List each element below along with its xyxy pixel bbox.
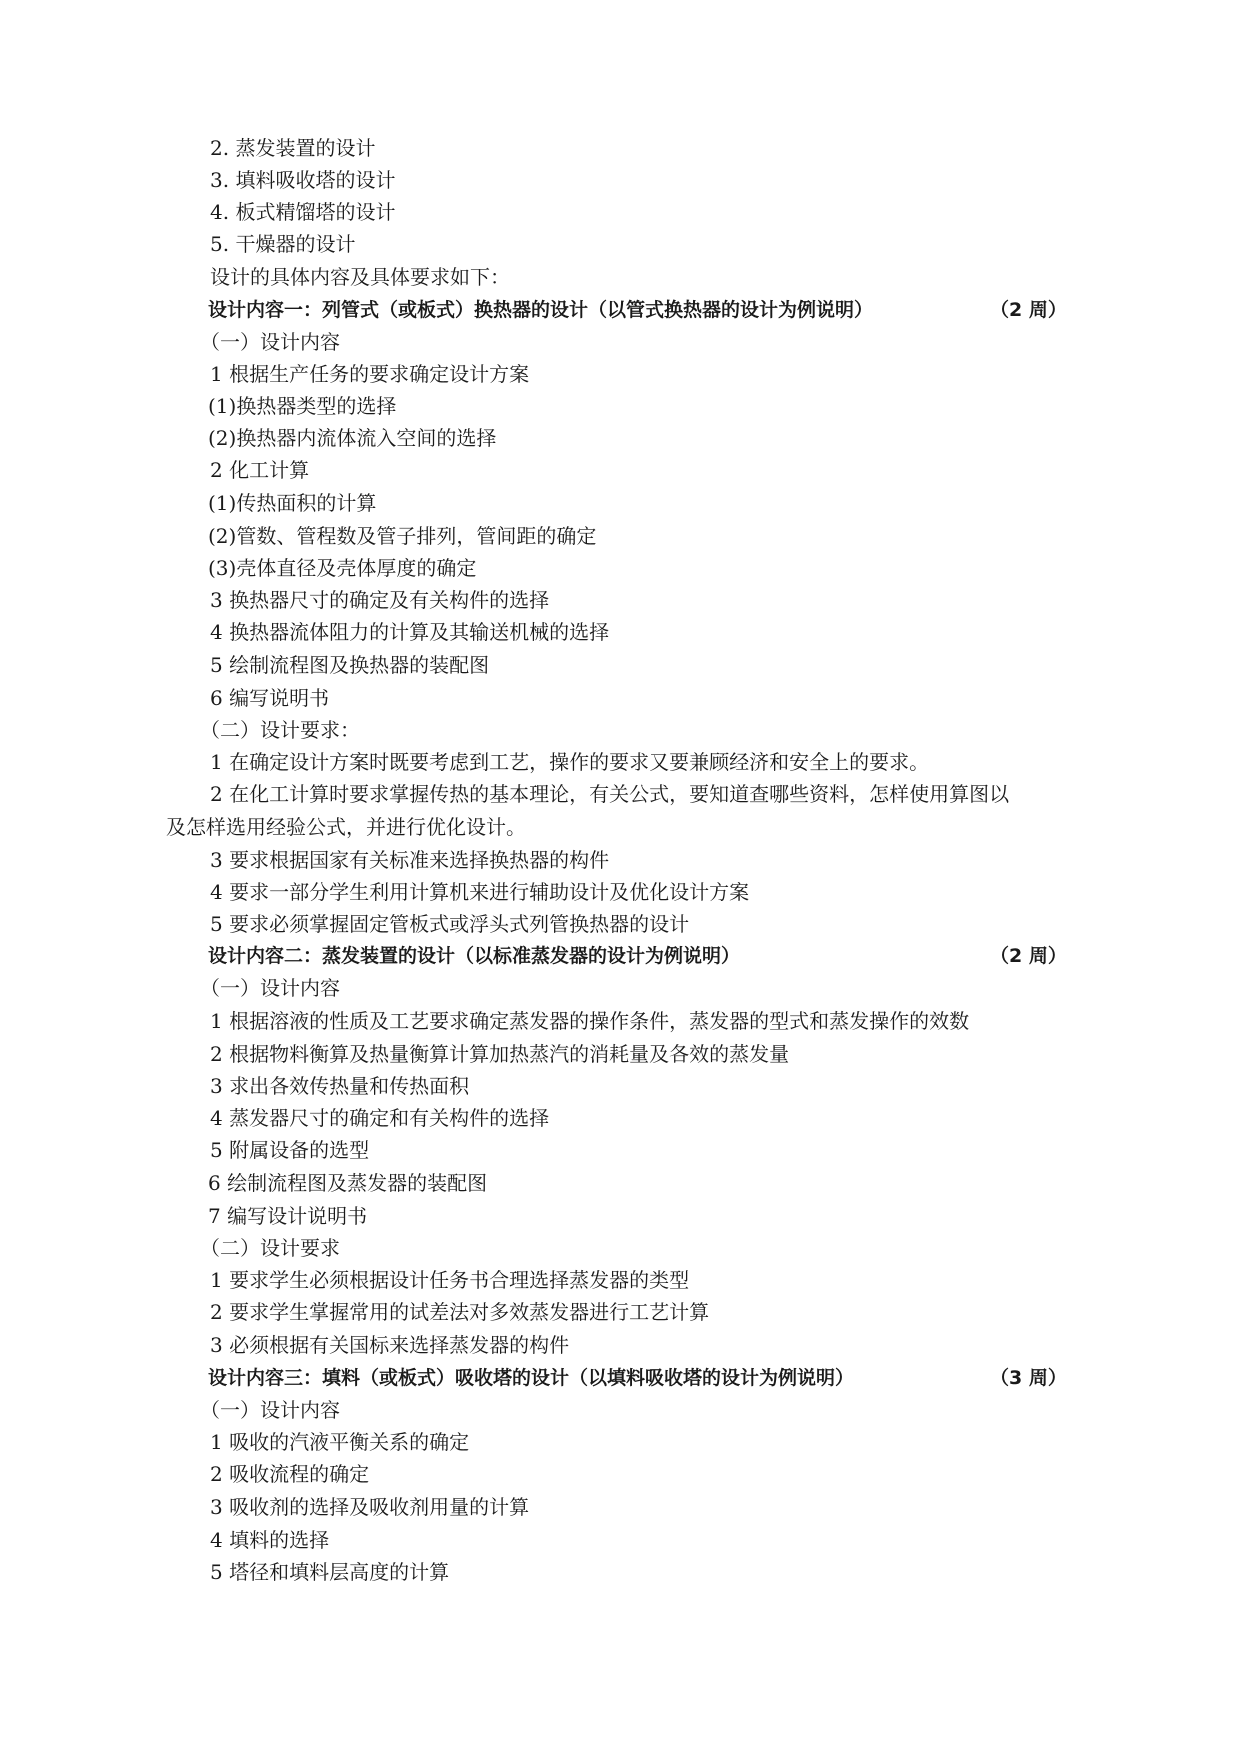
section-duration-1: （2 周） — [990, 299, 1067, 321]
section-heading-3: 设计内容三：填料（或板式）吸收塔的设计（以填料吸收塔的设计为例说明） — [208, 1367, 855, 1389]
paragraph: 设计的具体内容及具体要求如下： — [210, 265, 510, 289]
list-item: 1 根据生产任务的要求确定设计方案 — [210, 362, 530, 386]
list-item: 2 根据物料衡算及热量衡算计算加热蒸汽的消耗量及各效的蒸发量 — [210, 1042, 790, 1066]
list-item: 6 绘制流程图及蒸发器的装配图 — [208, 1171, 488, 1195]
list-item: 1 要求学生必须根据设计任务书合理选择蒸发器的类型 — [210, 1268, 690, 1292]
list-item: 1 在确定设计方案时既要考虑到工艺，操作的要求又要兼顾经济和安全上的要求。 — [210, 750, 930, 774]
list-item: (2)管数、管程数及管子排列，管间距的确定 — [208, 524, 597, 548]
list-item: 5 附属设备的选型 — [210, 1138, 370, 1162]
subheading: （二）设计要求 — [200, 1236, 340, 1260]
list-item: 2 在化工计算时要求掌握传热的基本理论，有关公式，要知道查哪些资料，怎样使用算图以 — [210, 782, 1010, 806]
list-item: 4 蒸发器尺寸的确定和有关构件的选择 — [210, 1106, 550, 1130]
section-duration-2: （2 周） — [990, 945, 1067, 967]
subheading: （二）设计要求： — [200, 718, 360, 742]
list-item: (3)壳体直径及壳体厚度的确定 — [208, 556, 477, 580]
list-item: 6 编写说明书 — [210, 686, 330, 710]
list-item: 3. 填料吸收塔的设计 — [210, 168, 396, 192]
list-item: 5. 干燥器的设计 — [210, 232, 356, 256]
list-item: 2 吸收流程的确定 — [210, 1462, 370, 1486]
list-item: 3 求出各效传热量和传热面积 — [210, 1074, 470, 1098]
subheading: （一）设计内容 — [200, 976, 340, 1000]
list-item: 3 吸收剂的选择及吸收剂用量的计算 — [210, 1495, 530, 1519]
section-duration-3: （3 周） — [990, 1367, 1067, 1389]
list-item: 1 根据溶液的性质及工艺要求确定蒸发器的操作条件，蒸发器的型式和蒸发操作的效数 — [210, 1009, 970, 1033]
list-item: 3 必须根据有关国标来选择蒸发器的构件 — [210, 1333, 570, 1357]
list-item: (2)换热器内流体流入空间的选择 — [208, 426, 497, 450]
list-item: (1)换热器类型的选择 — [208, 394, 397, 418]
subheading: （一）设计内容 — [200, 330, 340, 354]
section-heading-2: 设计内容二：蒸发装置的设计（以标准蒸发器的设计为例说明） — [208, 945, 741, 967]
list-item: 1 吸收的汽液平衡关系的确定 — [210, 1430, 470, 1454]
list-item: 4 填料的选择 — [210, 1528, 330, 1552]
list-item: 2. 蒸发装置的设计 — [210, 136, 376, 160]
list-item: 4 换热器流体阻力的计算及其输送机械的选择 — [210, 620, 610, 644]
list-item: 7 编写设计说明书 — [208, 1204, 368, 1228]
list-item: 5 绘制流程图及换热器的装配图 — [210, 653, 490, 677]
list-item: 5 塔径和填料层高度的计算 — [210, 1560, 450, 1584]
list-item: (1)传热面积的计算 — [208, 491, 377, 515]
list-item: 4 要求一部分学生利用计算机来进行辅助设计及优化设计方案 — [210, 880, 750, 904]
list-item: 3 换热器尺寸的确定及有关构件的选择 — [210, 588, 550, 612]
list-item: 5 要求必须掌握固定管板式或浮头式列管换热器的设计 — [210, 912, 690, 936]
list-item: 2 要求学生掌握常用的试差法对多效蒸发器进行工艺计算 — [210, 1300, 710, 1324]
list-item: 3 要求根据国家有关标准来选择换热器的构件 — [210, 848, 610, 872]
section-heading-1: 设计内容一：列管式（或板式）换热器的设计（以管式换热器的设计为例说明） — [208, 299, 874, 321]
list-item: 2 化工计算 — [210, 458, 310, 482]
list-item: 4. 板式精馏塔的设计 — [210, 200, 396, 224]
list-item-continuation: 及怎样选用经验公式，并进行优化设计。 — [166, 815, 526, 839]
subheading: （一）设计内容 — [200, 1398, 340, 1422]
